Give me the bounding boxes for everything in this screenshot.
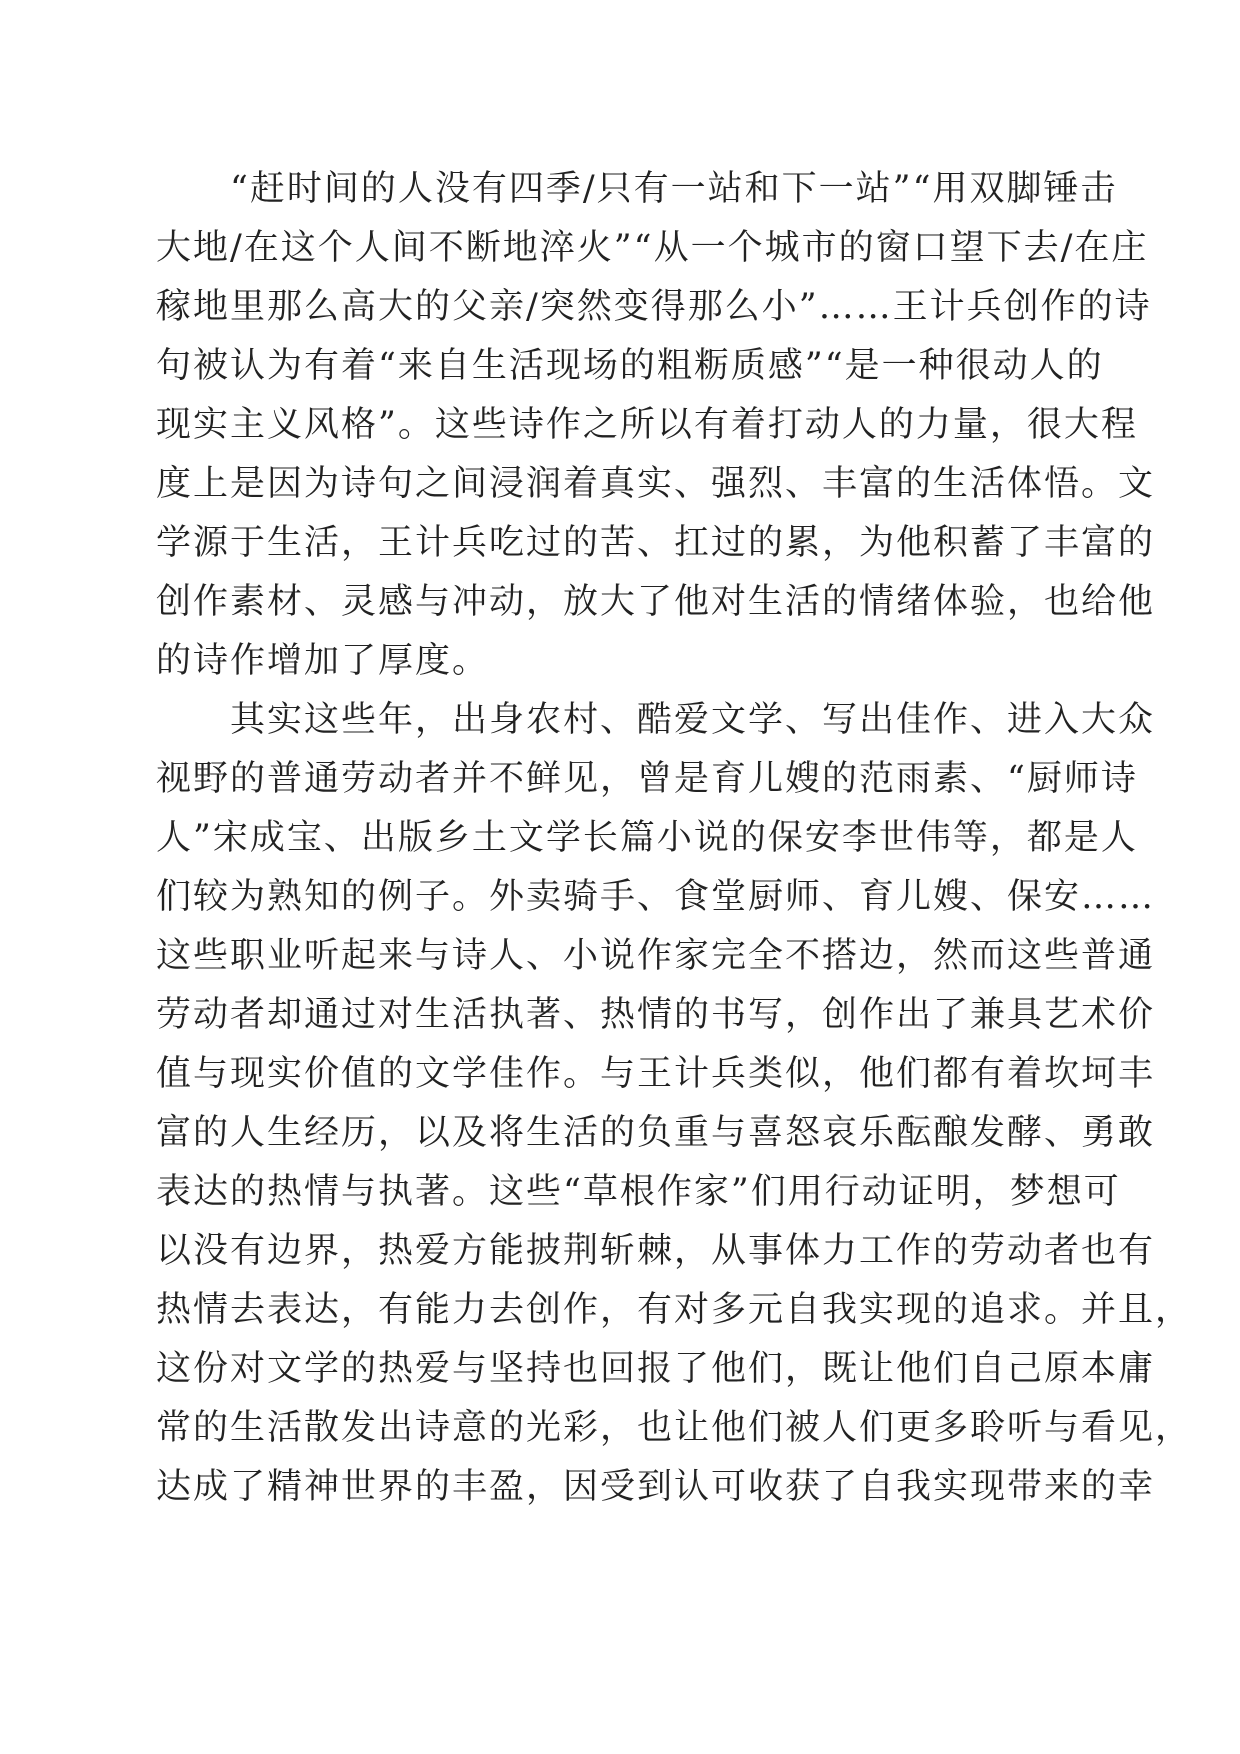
paragraph-2 (156, 691, 1193, 1517)
text-line: 值与现实价值的文学佳作。与王计兵类似，他们都有着坎坷丰 (156, 1054, 1156, 1094)
paragraph-1 (156, 160, 1156, 691)
text-line: 学源于生活，王计兵吃过的苦、扛过的累，为他积蓄了丰富的 (156, 523, 1156, 563)
text-line: 们较为熟知的例子。外卖骑手、食堂厨师、育儿嫂、保安…… (156, 877, 1156, 917)
text-line: 的诗作增加了厚度。 (156, 641, 490, 681)
body-text (156, 160, 1193, 1517)
text-line: “赶时间的人没有四季/只有一站和下一站”“用双脚锤击 (156, 169, 1118, 209)
text-line: 其实这些年，出身农村、酷爱文学、写出佳作、进入大众 (156, 700, 1156, 740)
text-line: 度上是因为诗句之间浸润着真实、强烈、丰富的生活体悟。文 (156, 464, 1156, 504)
text-line: 劳动者却通过对生活执著、热情的书写，创作出了兼具艺术价 (156, 995, 1156, 1035)
text-line: 这份对文学的热爱与坚持也回报了他们，既让他们自己原本庸 (156, 1349, 1156, 1389)
text-line: 创作素材、灵感与冲动，放大了他对生活的情绪体验，也给他 (156, 582, 1156, 622)
text-line: 常的生活散发出诗意的光彩，也让他们被人们更多聆听与看见， (156, 1408, 1193, 1448)
text-line: 句被认为有着“来自生活现场的粗粝质感”“是一种很动人的 (156, 346, 1104, 386)
text-line: 大地/在这个人间不断地淬火”“从一个城市的窗口望下去/在庄 (156, 228, 1149, 268)
text-line: 视野的普通劳动者并不鲜见，曾是育儿嫂的范雨素、“厨师诗 (156, 759, 1138, 799)
text-line: 人”宋成宝、出版乡土文学长篇小说的保安李世伟等，都是人 (156, 818, 1138, 858)
text-line: 富的人生经历，以及将生活的负重与喜怒哀乐酝酿发酵、勇敢 (156, 1113, 1156, 1153)
text-line: 热情去表达，有能力去创作，有对多元自我实现的追求。并且， (156, 1290, 1193, 1330)
text-line: 现实主义风格”。这些诗作之所以有着打动人的力量，很大程 (156, 405, 1138, 445)
text-line: 以没有边界，热爱方能披荆斩棘，从事体力工作的劳动者也有 (156, 1231, 1156, 1271)
text-line: 达成了精神世界的丰盈，因受到认可收获了自我实现带来的幸 (156, 1467, 1156, 1507)
text-line: 这些职业听起来与诗人、小说作家完全不搭边，然而这些普通 (156, 936, 1156, 976)
text-line: 表达的热情与执著。这些“草根作家”们用行动证明，梦想可 (156, 1172, 1121, 1212)
text-line: 稼地里那么高大的父亲/突然变得那么小”……王计兵创作的诗 (156, 287, 1152, 327)
